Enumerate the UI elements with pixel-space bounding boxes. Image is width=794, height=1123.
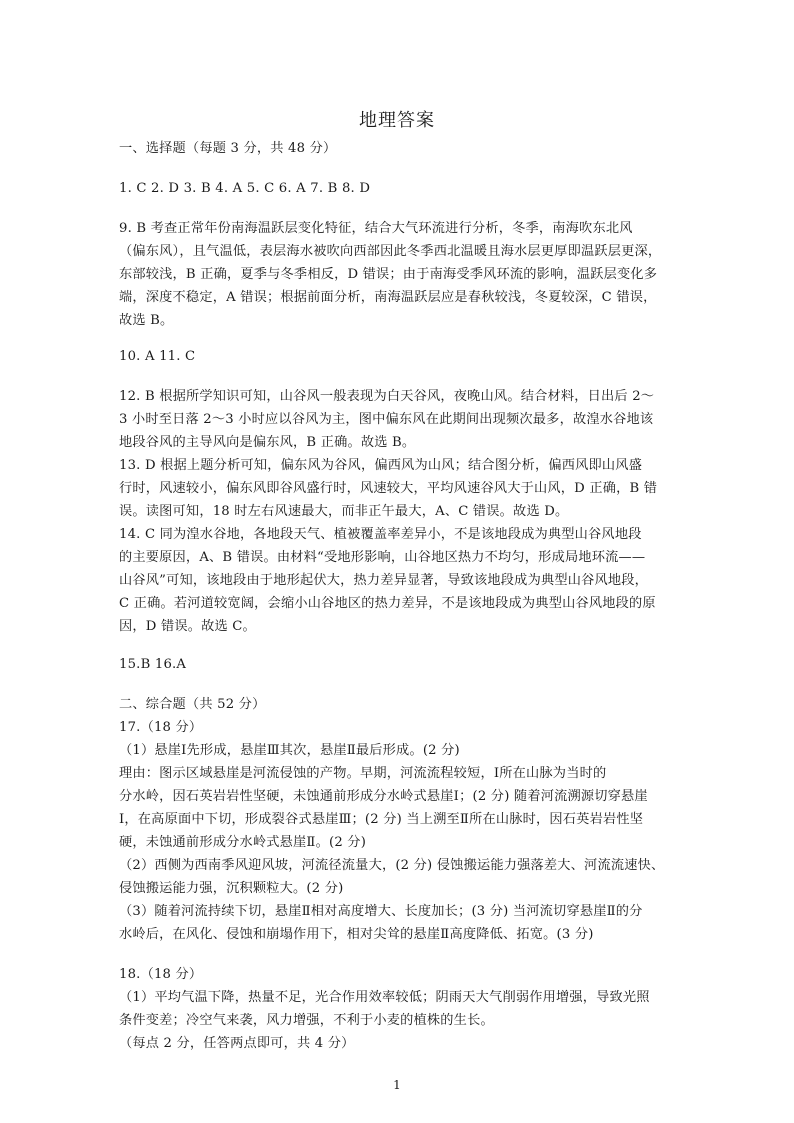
question-17-heading: 17.（18 分） bbox=[119, 720, 203, 735]
answer-18-line: （1）平均气温下降，热量不足，光合作用效率较低；阴雨天大气削弱作用增强，导致光照 bbox=[119, 990, 650, 1005]
answer-13-line: 13. D 根据上题分析可知，偏东风为谷风，偏西风为山风；结合图分析，偏西风即山风盛 bbox=[119, 458, 643, 473]
answer-9-line: （偏东风），且气温低，表层海水被吹向西部因此冬季西北温暖且海水层更厚即温跃层更深， bbox=[119, 244, 662, 259]
answer-line-10-11: 10. A 11. C bbox=[119, 349, 196, 364]
answer-9-line: 端，深度不稳定，A 错误；根据前面分析，南海温跃层应是春秋较浅，冬夏较深，C 错误， bbox=[119, 290, 657, 305]
page-number: 1 bbox=[393, 1078, 401, 1092]
answer-line-1-8: 1. C 2. D 3. B 4. A 5. C 6. A 7. B 8. D bbox=[119, 181, 371, 196]
answer-9-line: 故选 B。 bbox=[119, 313, 174, 328]
answer-17-line: （2）西侧为西南季风迎风坡，河流径流量大，(2 分) 侵蚀搬运能力强落差大、河流流速快、 bbox=[119, 858, 665, 873]
answer-12-line: 12. B 根据所学知识可知，山谷风一般表现为白天谷风，夜晚山风。结合材料，日出后 2～ bbox=[119, 389, 655, 404]
answer-14-line: 山谷风”可知，该地段由于地形起伏大，热力差异显著，导致该地段成为典型山谷风地段， bbox=[119, 573, 649, 588]
answer-17-line: Ⅰ，在高原面中下切，形成裂谷式悬崖Ⅲ；(2 分) 当上溯至Ⅱ所在山脉时，因石英岩岩性坚 bbox=[119, 812, 644, 827]
answer-18-line: 条件变差；冷空气来袭，风力增强，不利于小麦的植株的生长。 bbox=[119, 1013, 494, 1028]
answer-17-line: （1）悬崖Ⅰ先形成，悬崖Ⅲ其次，悬崖Ⅱ最后形成。(2 分) bbox=[119, 743, 460, 758]
answer-14-line: 的主要原因，A、B 错误。由材料“受地形影响，山谷地区热力不均匀，形成局地环流—— bbox=[119, 550, 646, 565]
answer-13-line: 行时，风速较小，偏东风即谷风盛行时，风速较大，平均风速谷风大于山风，D 正确，B 错 bbox=[119, 481, 658, 496]
answer-13-line: 误。读图可知，18 时左右风速最大，而非正午最大，A、C 错误。故选 D。 bbox=[119, 504, 569, 519]
answer-17-line: 水岭后，在风化、侵蚀和崩塌作用下，相对尖耸的悬崖Ⅱ高度降低、拓宽。(3 分) bbox=[119, 927, 594, 942]
question-18-heading: 18.（18 分） bbox=[119, 967, 203, 982]
answer-17-line: 硬，未蚀通前形成分水岭式悬崖Ⅱ。(2 分) bbox=[119, 835, 367, 850]
answer-14-line: 14. C 同为湟水谷地，各地段天气、植被覆盖率差异小，不是该地段成为典型山谷风地段 bbox=[119, 527, 642, 542]
answer-12-line: 3 小时至日落 2～3 小时应以谷风为主，图中偏东风在此期间出现频次最多，故湟水谷地该 bbox=[119, 412, 654, 427]
section-heading-comprehensive: 二、综合题（共 52 分） bbox=[119, 697, 266, 712]
answer-9-line: 9. B 考查正常年份南海温跃层变化特征，结合大气环流进行分析，冬季，南海吹东北风 bbox=[119, 221, 633, 236]
answer-17-line: 理由：图示区域悬崖是河流侵蚀的产物。早期，河流流程较短，Ⅰ所在山脉为当时的 bbox=[119, 766, 607, 781]
answer-18-scoring-note: （每点 2 分，任答两点即可，共 4 分） bbox=[119, 1036, 355, 1051]
answer-17-line: 分水岭，因石英岩岩性坚硬，未蚀通前形成分水岭式悬崖Ⅰ；(2 分) 随着河流溯源切穿悬崖 bbox=[119, 789, 648, 804]
answer-17-line: （3）随着河流持续下切，悬崖Ⅱ相对高度增大、长度加长；(3 分) 当河流切穿悬崖Ⅱ的分 bbox=[119, 904, 643, 919]
document-title: 地理答案 bbox=[359, 110, 435, 131]
answer-9-line: 东部较浅，B 正确，夏季与冬季相反，D 错误；由于南海受季风环流的影响，温跃层变化多 bbox=[119, 267, 658, 282]
answer-14-line: 因，D 错误。故选 C。 bbox=[119, 619, 256, 634]
answer-14-line: C 正确。若河道较宽阔，会缩小山谷地区的热力差异，不是该地段成为典型山谷风地段的原 bbox=[119, 596, 656, 611]
answer-12-line: 地段谷风的主导风向是偏东风，B 正确。故选 B。 bbox=[119, 435, 416, 450]
answer-line-15-16: 15.B 16.A bbox=[119, 657, 187, 672]
section-heading-choice: 一、选择题（每题 3 分，共 48 分） bbox=[119, 141, 337, 156]
answer-17-line: 侵蚀搬运能力强，沉积颗粒大。(2 分) bbox=[119, 881, 344, 896]
